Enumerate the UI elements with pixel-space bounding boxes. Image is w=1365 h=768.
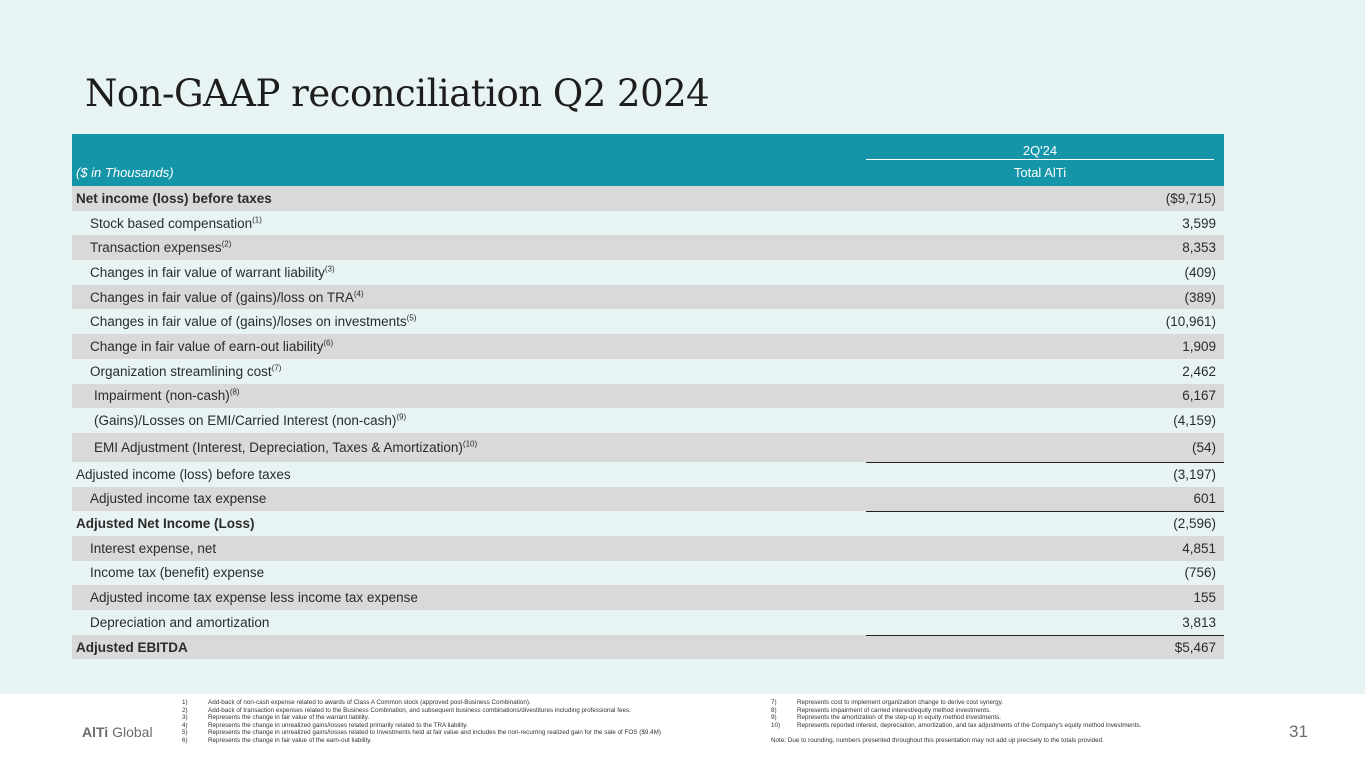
row-value: 1,909 [1182, 338, 1216, 354]
table-row [72, 635, 1224, 660]
footnote-ref: (1) [252, 215, 262, 225]
row-value: 601 [1193, 491, 1216, 507]
footnote-ref: (5) [406, 313, 417, 323]
row-label: Adjusted Net Income (Loss) [76, 516, 255, 532]
table-header [72, 134, 1224, 186]
table-row [72, 384, 1224, 409]
row-value: 3,599 [1182, 215, 1216, 231]
table-row [72, 285, 1224, 310]
table-row [72, 610, 1224, 635]
page-title: Non-GAAP reconciliation Q2 2024 [85, 72, 710, 115]
row-label: Changes in fair value of (gains)/loses on investments$^{(5)}$ [90, 313, 417, 330]
row-value: ($9,715) [1165, 190, 1216, 206]
footnote-ref: (9) [396, 412, 407, 422]
footnotes-right [771, 699, 1241, 745]
row-value: (10,961) [1165, 314, 1216, 330]
table-row [72, 585, 1224, 610]
row-value: $5,467 [1174, 639, 1216, 655]
footnotes-left [182, 699, 752, 745]
reconciliation-table [72, 134, 1224, 659]
footnote-ref: (3) [324, 264, 335, 274]
column-group-rule [866, 159, 1214, 160]
table-row [72, 462, 1224, 487]
row-label: Transaction expenses$^{(2)}$ [90, 239, 232, 256]
table-row [72, 334, 1224, 359]
row-label: (Gains)/Losses on EMI/Carried Interest (non-cash)$^{(9)}$ [94, 412, 407, 429]
table-row [72, 487, 1224, 512]
row-value: 8,353 [1182, 240, 1216, 256]
row-value: 4,851 [1182, 540, 1216, 556]
footnote: 4) Represents the change in unrealized gains/losses related primarily related to the TRA liability. [182, 721, 468, 729]
footnote-ref: (10) [462, 439, 478, 449]
row-value: (389) [1184, 289, 1216, 305]
row-label: Adjusted income (loss) before taxes [76, 466, 291, 482]
row-label: Changes in fair value of warrant liability$^{(3)}$ [90, 264, 335, 280]
table-row [72, 561, 1224, 586]
row-label: Interest expense, net [90, 540, 217, 556]
table-row [72, 186, 1224, 211]
table-row [72, 309, 1224, 334]
table-row [72, 260, 1224, 285]
table-row [72, 211, 1224, 236]
page-number: 31 [1289, 722, 1308, 741]
units-label: ($ in Thousands) [76, 165, 174, 180]
table-row [72, 408, 1224, 433]
row-value: (4,159) [1173, 413, 1216, 429]
column-header-total: Total AlTi [1013, 165, 1067, 180]
row-label: Changes in fair value of (gains)/loss on TRA$^{(4)}$ [90, 289, 364, 305]
row-label: Organization streamlining cost$^{(7)}$ [90, 363, 282, 379]
row-value: (3,197) [1173, 466, 1216, 482]
footnote-ref: (8) [229, 387, 240, 397]
footnote-ref: (4) [353, 289, 364, 299]
footnote: 1) Add-back of non-cash expense related to awards of Class A Common stock (approved post-Business Combination). [182, 699, 531, 706]
row-value: 6,167 [1182, 388, 1216, 404]
footnote-ref: (2) [221, 239, 232, 249]
row-value: (756) [1184, 565, 1216, 581]
row-label: EMI Adjustment (Interest, Depreciation, Taxes & Amortization)$^{(10)}$ [94, 439, 478, 455]
row-label: Adjusted EBITDA [76, 639, 188, 655]
footnote: 5) Represents the change in unrealized gains/losses related to Investments held at fair value and includes the non-recurring realized gain for the sale of FOS ($9.4M) [182, 729, 661, 737]
row-value: (2,596) [1173, 516, 1216, 532]
row-label: Adjusted income tax expense less income tax expense [90, 590, 418, 606]
footnote: 7) Represents cost to implement organization change to derive cost synergy. [771, 699, 1004, 706]
footnote: 6) Represents the change in fair value of the earn-out liability. [182, 736, 372, 744]
row-label: Impairment (non-cash)$^{(8)}$ [94, 387, 240, 404]
table-row [72, 359, 1224, 384]
footnote: 8) Represents impairment of carried interest/equity method investments. [771, 706, 991, 714]
row-label: Adjusted income tax expense [90, 491, 267, 507]
row-label: Change in fair value of earn-out liability$^{(6)}$ [90, 338, 334, 354]
row-label: Net income (loss) before taxes [76, 190, 272, 206]
footnote: 9) Represents the amortization of the step-up in equity method investments. [771, 714, 1002, 722]
row-label: Depreciation and amortization [90, 614, 270, 630]
table-row [72, 235, 1224, 260]
row-label: Stock based compensation$^{(1)}$ [90, 215, 262, 231]
footnote-ref: (7) [271, 363, 282, 373]
footnote: 10) Represents reported interest, depreciation, amortization, and tax adjustments of the Company's equity method investments. [771, 721, 1142, 729]
table-row [72, 536, 1224, 561]
table-row [72, 433, 1224, 462]
row-value: 155 [1193, 590, 1216, 606]
footnote: 3) Represents the change in fair value of the warrant liability. [182, 714, 370, 722]
footnote-ref: (6) [323, 338, 334, 348]
company-logo: AlTi Global [82, 724, 153, 740]
rounding-note: Note: Due to rounding, numbers presented throughout this presentation may not add up precisely to the totals provided. [771, 737, 1104, 745]
row-label: Income tax (benefit) expense [90, 565, 265, 581]
row-value: 2,462 [1182, 363, 1216, 379]
table-row [72, 511, 1224, 536]
row-value: (409) [1184, 264, 1216, 280]
row-value: 3,813 [1182, 614, 1216, 630]
column-group-header: 2Q'24 [1022, 143, 1058, 158]
footnote: 2) Add-back of transaction expenses related to the Business Combination, and subsequent business combinations/divestitures including professional fees. [182, 706, 631, 714]
row-value: (54) [1191, 439, 1216, 455]
